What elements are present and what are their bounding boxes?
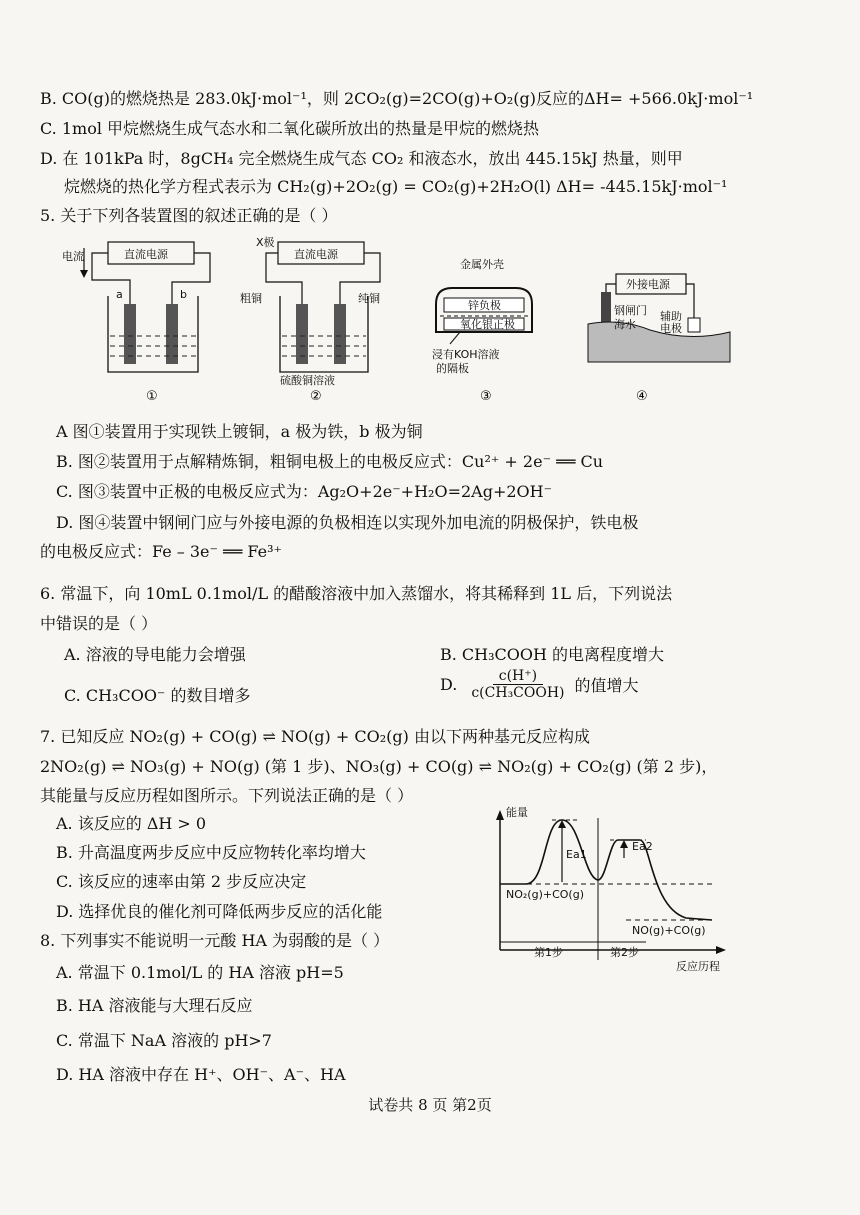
fig2-right-label: 纯铜 — [358, 292, 380, 305]
svg-text:④: ④ — [636, 389, 648, 404]
q8-option-d: D. HA 溶液中存在 H⁺、OH⁻、A⁻、HA — [56, 1065, 346, 1084]
q7-option-b: B. 升高温度两步反应中反应物转化率均增大 — [56, 843, 366, 862]
fig2-x-label: X极 — [256, 236, 275, 249]
q6-option-b: B. CH₃COOH 的电离程度增大 — [440, 645, 665, 664]
products-label: NO(g)+CO(g) — [632, 924, 706, 937]
fig2-left-label: 粗铜 — [240, 292, 262, 305]
q6-stem-line1: 6. 常温下，向 10mL 0.1mol/L 的醋酸溶液中加入蒸馏水，将其稀释到 1L 后，下列说法 — [40, 584, 673, 603]
svg-text:钢闸门: 钢闸门 — [614, 304, 647, 317]
q5-figures — [40, 232, 780, 412]
fraction-denominator: c(CH₃COOH) — [471, 685, 565, 701]
fig1-electrode-b — [166, 304, 178, 364]
svg-text:b: b — [180, 288, 187, 301]
fig1-power-label: 直流电源 — [124, 248, 168, 261]
page-footer: 试卷共 8 页 第2页 — [368, 1096, 492, 1114]
q6-option-a: A. 溶液的导电能力会增强 — [64, 645, 246, 664]
q6-option-d — [440, 668, 639, 701]
step2-label: 第2步 — [610, 946, 639, 959]
q6-option-d-suffix: 的值增大 — [574, 676, 639, 695]
q6-stem-line2: 中错误的是（ ） — [40, 614, 158, 633]
q4-option-b: B. CO(g)的燃烧热是 283.0kJ·mol⁻¹，则 2CO₂(g)=2CO(g)+O₂(g)反应的ΔH= +566.0kJ·mol⁻¹ — [40, 89, 754, 108]
svg-text:直流电源: 直流电源 — [294, 248, 338, 261]
svg-text:③: ③ — [480, 389, 492, 404]
svg-text:锌负极: 锌负极 — [468, 299, 501, 312]
energy-axis-label: 能量 — [506, 806, 528, 819]
svg-text:辅助: 辅助 — [660, 310, 682, 323]
q8-option-a: A. 常温下 0.1mol/L 的 HA 溶液 pH=5 — [56, 963, 344, 982]
q4-option-d-line2: 烷燃烧的热化学方程式表示为 CH₂(g)+2O₂(g) = CO₂(g)+2H₂O(l) ΔH= -445.15kJ·mol⁻¹ — [64, 177, 728, 196]
q4-option-c: C. 1mol 甲烷燃烧生成气态水和二氧化碳所放出的热量是甲烷的燃烧热 — [40, 119, 540, 138]
q6-option-d-fraction — [465, 668, 570, 701]
svg-text:海水: 海水 — [614, 318, 636, 331]
svg-text:浸有KOH溶液: 浸有KOH溶液 — [432, 348, 500, 361]
q5-stem: 5. 关于下列各装置图的叙述正确的是（ ） — [40, 206, 338, 225]
q8-option-c: C. 常温下 NaA 溶液的 pH>7 — [56, 1031, 272, 1050]
q5-option-a: A 图①装置用于实现铁上镀铜，a 极为铁，b 极为铜 — [56, 422, 423, 441]
reactants-label: NO₂(g)+CO(g) — [506, 888, 584, 901]
q7-stem-line2: 2NO₂(g) ⇌ NO₃(g) + NO(g) (第 1 步)、NO₃(g) + CO(g) ⇌ NO₂(g) + CO₂(g) (第 2 步)， — [40, 757, 718, 776]
q5-option-c: C. 图③装置中正极的电极反应式为：Ag₂O+2e⁻+H₂O=2Ag+2OH⁻ — [56, 482, 553, 501]
fig1-number: ① — [146, 389, 158, 404]
svg-text:金属外壳: 金属外壳 — [460, 258, 504, 271]
figure-1-electroplating — [62, 242, 210, 404]
step1-label: 第1步 — [534, 946, 563, 959]
q7-option-a: A. 该反应的 ΔH > 0 — [56, 814, 207, 833]
ea2-label: Ea2 — [632, 840, 653, 853]
fig1-current-label: 电流 — [62, 250, 84, 263]
q5-option-b: B. 图②装置用于点解精炼铜，粗铜电极上的电极反应式：Cu²⁺ + 2e⁻ ══ Cu — [56, 452, 603, 471]
figure-4-cathodic-protection — [588, 274, 730, 404]
reaction-axis-label: 反应历程 — [676, 960, 720, 973]
q5-option-d-line2: 的电极反应式：Fe – 3e⁻ ══ Fe³⁺ — [40, 542, 282, 561]
q8-stem: 8. 下列事实不能说明一元酸 HA 为弱酸的是（ ） — [40, 931, 390, 950]
svg-text:a: a — [116, 288, 123, 301]
svg-text:外接电源: 外接电源 — [626, 278, 670, 291]
q4-option-d-line1: D. 在 101kPa 时，8gCH₄ 完全燃烧生成气态 CO₂ 和液态水，放出 445.15kJ 热量，则甲 — [40, 149, 683, 168]
figure-2-refining — [240, 235, 380, 404]
svg-text:氧化银正极: 氧化银正极 — [460, 318, 515, 331]
q5-option-d-line1: D. 图④装置中钢闸门应与外接电源的负极相连以实现外加电流的阴极保护，铁电极 — [56, 513, 639, 532]
ea1-label: Ea1 — [566, 848, 587, 861]
fig1-beaker — [108, 296, 198, 372]
fraction-numerator: c(H⁺) — [493, 668, 543, 685]
svg-text:电极: 电极 — [660, 322, 682, 335]
q6-option-c: C. CH₃COO⁻ 的数目增多 — [64, 686, 251, 705]
q7-option-c: C. 该反应的速率由第 2 步反应决定 — [56, 872, 307, 891]
fig2-solution-label: 硫酸铜溶液 — [280, 374, 335, 387]
svg-text:的隔板: 的隔板 — [436, 362, 469, 375]
q6-option-d-prefix: D. — [440, 675, 458, 694]
q8-option-b: B. HA 溶液能与大理石反应 — [56, 996, 253, 1015]
svg-text:②: ② — [310, 389, 322, 404]
figure-3-button-cell — [432, 257, 532, 404]
q7-stem-line3: 其能量与反应历程如图所示。下列说法正确的是（ ） — [40, 786, 414, 805]
q7-option-d: D. 选择优良的催化剂可降低两步反应的活化能 — [56, 902, 383, 921]
q7-energy-diagram — [486, 800, 746, 980]
q7-stem-line1: 7. 已知反应 NO₂(g) + CO(g) ⇌ NO(g) + CO₂(g) 由以下两种基元反应构成 — [40, 727, 590, 746]
fig1-electrode-a — [124, 304, 136, 364]
